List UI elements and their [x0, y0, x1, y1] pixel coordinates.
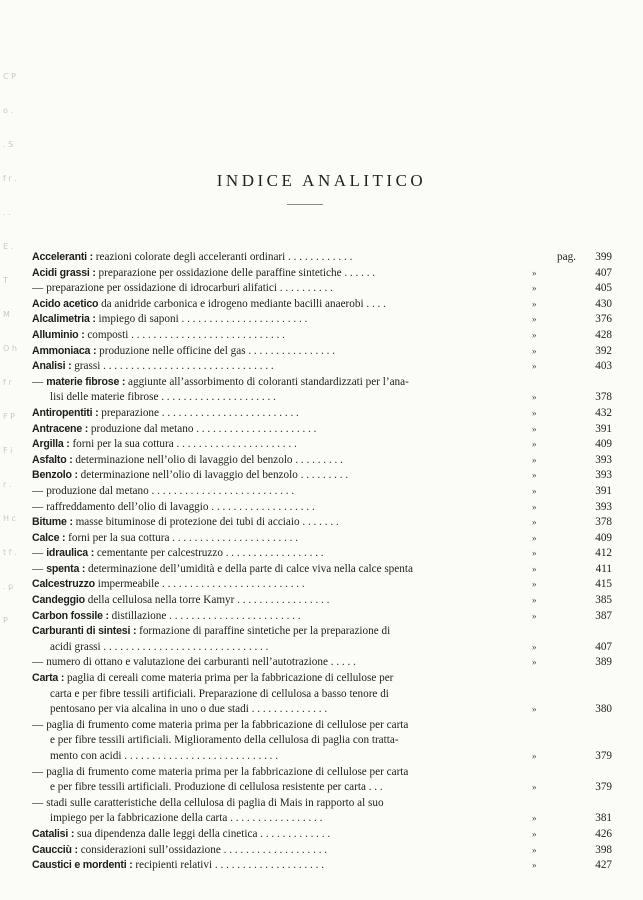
title-divider: [287, 204, 323, 205]
entry-description: e per fibre tessili artificiali. Miglioramento della cellulosa di paglia con tratta-: [50, 734, 399, 747]
entry-description: carta e per fibre tessili artificiali. Preparazione di cellulosa a basso tenore di: [50, 687, 389, 700]
entry-text: [32, 827, 330, 843]
index-entry: [32, 250, 612, 266]
entry-heading: Bitume :: [32, 516, 73, 529]
entry-dash: —: [32, 718, 44, 731]
entry-description: numero di ottano e valutazione dei carburanti nell’autotrazione . . . . .: [46, 656, 356, 669]
page-number: 426: [595, 827, 612, 840]
ditto-mark: »: [532, 423, 537, 434]
entry-text: [32, 484, 294, 500]
entry-text: [32, 406, 299, 422]
entry-text: [32, 437, 297, 453]
index-entry: [32, 671, 612, 687]
entry-description: pentosano per via alcalina in uno o due stadi . . . . . . . . . . . . . .: [50, 703, 328, 716]
page-number: 381: [595, 812, 612, 825]
entry-text: [50, 390, 276, 406]
index-entry: [32, 749, 612, 765]
entry-heading: Argilla :: [32, 438, 70, 451]
index-entry: [32, 624, 612, 640]
ditto-mark: »: [532, 563, 537, 574]
page-number: 430: [595, 297, 612, 310]
index-entry: [32, 796, 612, 812]
page-number: 379: [595, 750, 612, 762]
page-number: 409: [595, 438, 612, 451]
ditto-mark: »: [532, 439, 537, 450]
entry-heading: Alluminio :: [32, 328, 85, 341]
page-number: 432: [595, 406, 612, 419]
index-entry: [32, 406, 612, 422]
entry-heading: Acidi grassi :: [32, 266, 96, 279]
index-entry: [32, 858, 612, 874]
entry-heading: Analisi :: [32, 360, 72, 373]
entry-description: considerazioni sull’ossidazione . . . . . . . . . . . . . . . . . . .: [80, 843, 328, 856]
entry-dash: —: [32, 282, 44, 295]
entry-description: impiego per la fabbricazione della carta . . . . . . . . . . . . . . . . .: [50, 812, 323, 825]
entry-description: paglia di cereali come materia prima per la fabbricazione di cellulose per: [66, 672, 394, 685]
entry-description: preparazione per ossidazione delle paraffine sintetiche . . . . . .: [98, 266, 376, 279]
page-number: 385: [595, 594, 612, 607]
ditto-mark: »: [532, 532, 537, 543]
entry-text: [32, 593, 329, 609]
entry-description: cementante per calcestruzzo . . . . . . . . . . . . . . . . . .: [96, 547, 324, 560]
entry-dash: —: [32, 796, 44, 809]
entry-description: formazione di paraffine sintetiche per la preparazione di: [139, 625, 391, 638]
ditto-mark: »: [532, 501, 537, 512]
page-number: 391: [595, 484, 612, 497]
page-title: INDICE ANALITICO: [216, 171, 427, 190]
ditto-mark: »: [532, 828, 537, 839]
entry-description: recipienti relativi . . . . . . . . . . . . . . . . . . . .: [135, 859, 324, 872]
entry-heading: Candeggio: [32, 594, 85, 607]
ditto-mark: »: [532, 579, 537, 590]
entry-text: [32, 671, 393, 687]
index-entry: [32, 655, 612, 671]
index-entry: [32, 843, 612, 859]
index-entry: [32, 422, 612, 438]
index-entry: [32, 765, 612, 781]
entry-description: paglia di frumento come materia prima per la fabbricazione di cellulose per carta: [46, 718, 409, 731]
page-number: 411: [595, 562, 612, 575]
ditto-mark: »: [532, 361, 537, 372]
entry-heading: Acido acetico: [32, 297, 99, 310]
entry-description: distillazione . . . . . . . . . . . . . . . . . . . . . . . .: [111, 609, 301, 622]
index-entry: [32, 562, 612, 578]
entry-heading: Acceleranti :: [32, 251, 93, 263]
entry-description: stadi sulle caratteristiche della cellulosa di paglia di Mais in rapporto al suo: [46, 796, 384, 809]
entry-text: [50, 733, 399, 749]
entry-heading: spenta :: [46, 562, 86, 575]
entry-text: [32, 500, 315, 516]
page-number: 393: [595, 500, 612, 513]
page-number: 398: [595, 843, 612, 856]
entry-description: preparazione . . . . . . . . . . . . . . . . . . . . . . . . .: [101, 406, 299, 419]
page-number: 393: [595, 469, 612, 482]
entry-description: acidi grassi . . . . . . . . . . . . . . . . . . . . . . . . . . . . . .: [50, 640, 269, 653]
index-entry: [32, 609, 612, 625]
page-number: 376: [595, 313, 612, 326]
page-number: 409: [595, 531, 612, 544]
entry-text: [32, 858, 324, 874]
index-entry: [32, 515, 612, 531]
entry-text: [32, 297, 386, 313]
page-number: 379: [595, 781, 612, 794]
page-number: 403: [595, 360, 612, 373]
entry-description: determinazione nell’olio di lavaggio del benzolo . . . . . . . . .: [80, 469, 349, 482]
index-entry: [32, 390, 612, 406]
entry-heading: Antiropentiti :: [32, 406, 99, 419]
ditto-mark: »: [532, 392, 537, 403]
index-entry: [32, 328, 612, 344]
entry-text: [32, 375, 409, 391]
entry-heading: Alcalimetria :: [32, 313, 96, 326]
page-number: 392: [595, 344, 612, 357]
index-entry: [32, 733, 612, 749]
entry-description: paglia di frumento come materia prima per la fabbricazione di cellulose per carta: [46, 765, 409, 778]
index-entry: [32, 453, 612, 469]
ditto-mark: »: [532, 283, 537, 294]
entry-text: [32, 468, 348, 484]
ditto-mark: »: [532, 454, 537, 465]
entry-description: sua dipendenza dalle leggi della cinetica . . . . . . . . . . . . .: [76, 827, 331, 840]
index-entry: [32, 687, 612, 703]
entry-description: determinazione dell’umidità e della parte di calce viva nella calce spenta: [88, 562, 413, 575]
page-number: 378: [595, 516, 612, 529]
index-entry: [32, 468, 612, 484]
ditto-mark: »: [532, 704, 537, 715]
ditto-mark: »: [532, 470, 537, 481]
entry-heading: Asfalto :: [32, 453, 73, 466]
entry-description: della cellulosa nella torre Kamyr . . . . . . . . . . . . . . . . .: [87, 594, 330, 607]
page-number: 407: [595, 640, 612, 653]
index-entry: [32, 266, 612, 282]
page-number: 427: [595, 859, 612, 872]
page-number: 399: [595, 251, 612, 263]
entry-heading: Carta :: [32, 672, 65, 685]
entry-text: [32, 266, 375, 282]
index-entry: [32, 312, 612, 328]
ditto-mark: »: [532, 860, 537, 871]
ditto-mark: »: [532, 345, 537, 356]
index-entry: [32, 437, 612, 453]
bleed-through-margin: C P o . . S f r . . . E . T M O h f r F P F i r . H c t f . . p P: [3, 72, 17, 625]
entry-description: reazioni colorate degli acceleranti ordinari . . . . . . . . . . . .: [95, 251, 353, 263]
index-entry: [32, 702, 612, 718]
entry-description: e per fibre tessili artificiali. Produzione di cellulosa resistente per carta . . .: [50, 781, 383, 794]
entry-heading: Ammoniaca :: [32, 344, 97, 357]
entry-description: raffreddamento dell’olio di lavaggio . . . . . . . . . . . . . . . . . . .: [46, 500, 315, 513]
entry-dash: —: [32, 562, 44, 575]
entry-text: [32, 843, 327, 859]
index-entry: [32, 344, 612, 360]
entry-text: [32, 250, 352, 266]
entry-text: [32, 546, 324, 562]
entry-text: [50, 780, 383, 796]
index-entry: [32, 531, 612, 547]
entry-heading: Carbon fossile :: [32, 609, 109, 622]
entry-dash: —: [32, 484, 44, 497]
ditto-mark: »: [532, 657, 537, 668]
entry-text: [32, 328, 285, 344]
ditto-mark: »: [532, 485, 537, 496]
entry-text: [32, 344, 335, 360]
ditto-mark: »: [532, 314, 537, 325]
entry-description: grassi . . . . . . . . . . . . . . . . . . . . . . . . . . . . . . .: [74, 360, 274, 373]
entry-description: masse bituminose di protezione dei tubi di acciaio . . . . . . .: [75, 516, 339, 529]
entry-heading: Benzolo :: [32, 469, 78, 482]
page-number: 387: [595, 609, 612, 622]
index-entry: [32, 484, 612, 500]
index-list: [32, 250, 612, 874]
entry-text: [50, 702, 327, 718]
entry-dash: —: [32, 547, 44, 560]
entry-text: [32, 562, 413, 578]
ditto-mark: »: [532, 641, 537, 652]
ditto-mark: »: [532, 751, 537, 761]
index-entry: [32, 546, 612, 562]
ditto-mark: »: [532, 298, 537, 309]
entry-text: [32, 531, 298, 547]
index-entry: [32, 297, 612, 313]
ditto-mark: »: [532, 517, 537, 528]
entry-text: [32, 281, 333, 297]
ditto-mark: »: [532, 407, 537, 418]
index-entry: [32, 500, 612, 516]
index-entry: [32, 281, 612, 297]
index-entry: [32, 811, 612, 827]
entry-heading: Carburanti di sintesi :: [32, 625, 137, 638]
entry-dash: —: [32, 656, 44, 669]
entry-dash: —: [32, 375, 44, 388]
entry-text: [32, 796, 384, 812]
entry-text: [32, 422, 316, 438]
ditto-mark: »: [532, 813, 537, 824]
entry-description: forni per la sua cottura . . . . . . . . . . . . . . . . . . . . . .: [72, 438, 297, 451]
entry-description: impiego di saponi . . . . . . . . . . . . . . . . . . . . . . .: [98, 313, 308, 326]
entry-text: [32, 577, 305, 593]
ditto-mark: »: [532, 844, 537, 855]
entry-heading: Antracene :: [32, 422, 89, 435]
ditto-mark: »: [532, 267, 537, 278]
entry-heading: idraulica :: [46, 547, 95, 560]
page-number: 415: [595, 578, 612, 591]
page-label: pag.: [557, 251, 576, 263]
entry-heading: materie fibrose :: [46, 375, 126, 388]
entry-text: [32, 624, 390, 640]
entry-description: forni per la sua cottura . . . . . . . . . . . . . . . . . . . . . . .: [68, 531, 299, 544]
entry-text: [50, 640, 268, 656]
ditto-mark: »: [532, 782, 537, 793]
entry-heading: Caucciù :: [32, 843, 78, 856]
page-number: 380: [595, 703, 612, 716]
ditto-mark: »: [532, 595, 537, 606]
page-number: 391: [595, 422, 612, 435]
entry-text: [50, 749, 278, 765]
ditto-mark: »: [532, 329, 537, 340]
entry-text: [32, 655, 356, 671]
entry-heading: Caustici e mordenti :: [32, 859, 133, 872]
entry-text: [32, 718, 408, 734]
entry-dash: —: [32, 765, 44, 778]
entry-text: [32, 609, 301, 625]
entry-description: mento con acidi . . . . . . . . . . . . . . . . . . . . . . . . . . . .: [50, 750, 279, 762]
entry-text: [32, 515, 339, 531]
entry-heading: Catalisi :: [32, 827, 75, 840]
entry-heading: Calce :: [32, 531, 66, 544]
entry-text: [32, 765, 408, 781]
entry-description: produzione dal metano . . . . . . . . . . . . . . . . . . . . . . . . . .: [46, 484, 295, 497]
index-entry: [32, 577, 612, 593]
entry-description: preparazione per ossidazione di idrocarburi alifatici . . . . . . . . . .: [46, 282, 333, 295]
page-number: 378: [595, 391, 612, 404]
entry-dash: —: [32, 500, 44, 513]
ditto-mark: »: [532, 548, 537, 559]
entry-description: produzione nelle officine del gas . . . . . . . . . . . . . . . .: [99, 344, 336, 357]
entry-text: [32, 359, 274, 375]
page-number: 412: [595, 547, 612, 560]
entry-text: [50, 811, 322, 827]
index-entry: [32, 827, 612, 843]
index-entry: [32, 718, 612, 734]
index-entry: [32, 375, 612, 391]
entry-description: produzione dal metano . . . . . . . . . . . . . . . . . . . . . .: [90, 422, 317, 435]
entry-text: [32, 453, 343, 469]
entry-text: [50, 687, 389, 703]
entry-description: composti . . . . . . . . . . . . . . . . . . . . . . . . . . . .: [87, 328, 285, 341]
page-number: 428: [595, 328, 612, 341]
entry-description: da anidride carbonica e idrogeno mediante bacilli anaerobi . . . .: [101, 297, 386, 310]
entry-text: [32, 312, 307, 328]
page-number: 393: [595, 453, 612, 466]
entry-description: impermeabile . . . . . . . . . . . . . . . . . . . . . . . . . .: [97, 578, 305, 591]
entry-description: lisi delle materie fibrose . . . . . . . . . . . . . . . . . . . . .: [50, 391, 276, 404]
index-entry: [32, 780, 612, 796]
index-entry: [32, 640, 612, 656]
index-entry: [32, 593, 612, 609]
entry-heading: Calcestruzzo: [32, 578, 95, 591]
page-number: 407: [595, 266, 612, 279]
page-number: 405: [595, 282, 612, 295]
ditto-mark: »: [532, 610, 537, 621]
entry-description: determinazione nell’olio di lavaggio del benzolo . . . . . . . . .: [75, 453, 343, 466]
index-entry: [32, 359, 612, 375]
page-number: 389: [595, 656, 612, 669]
entry-description: aggiunte all’assorbimento di coloranti standardizzati per l’ana-: [128, 375, 409, 388]
